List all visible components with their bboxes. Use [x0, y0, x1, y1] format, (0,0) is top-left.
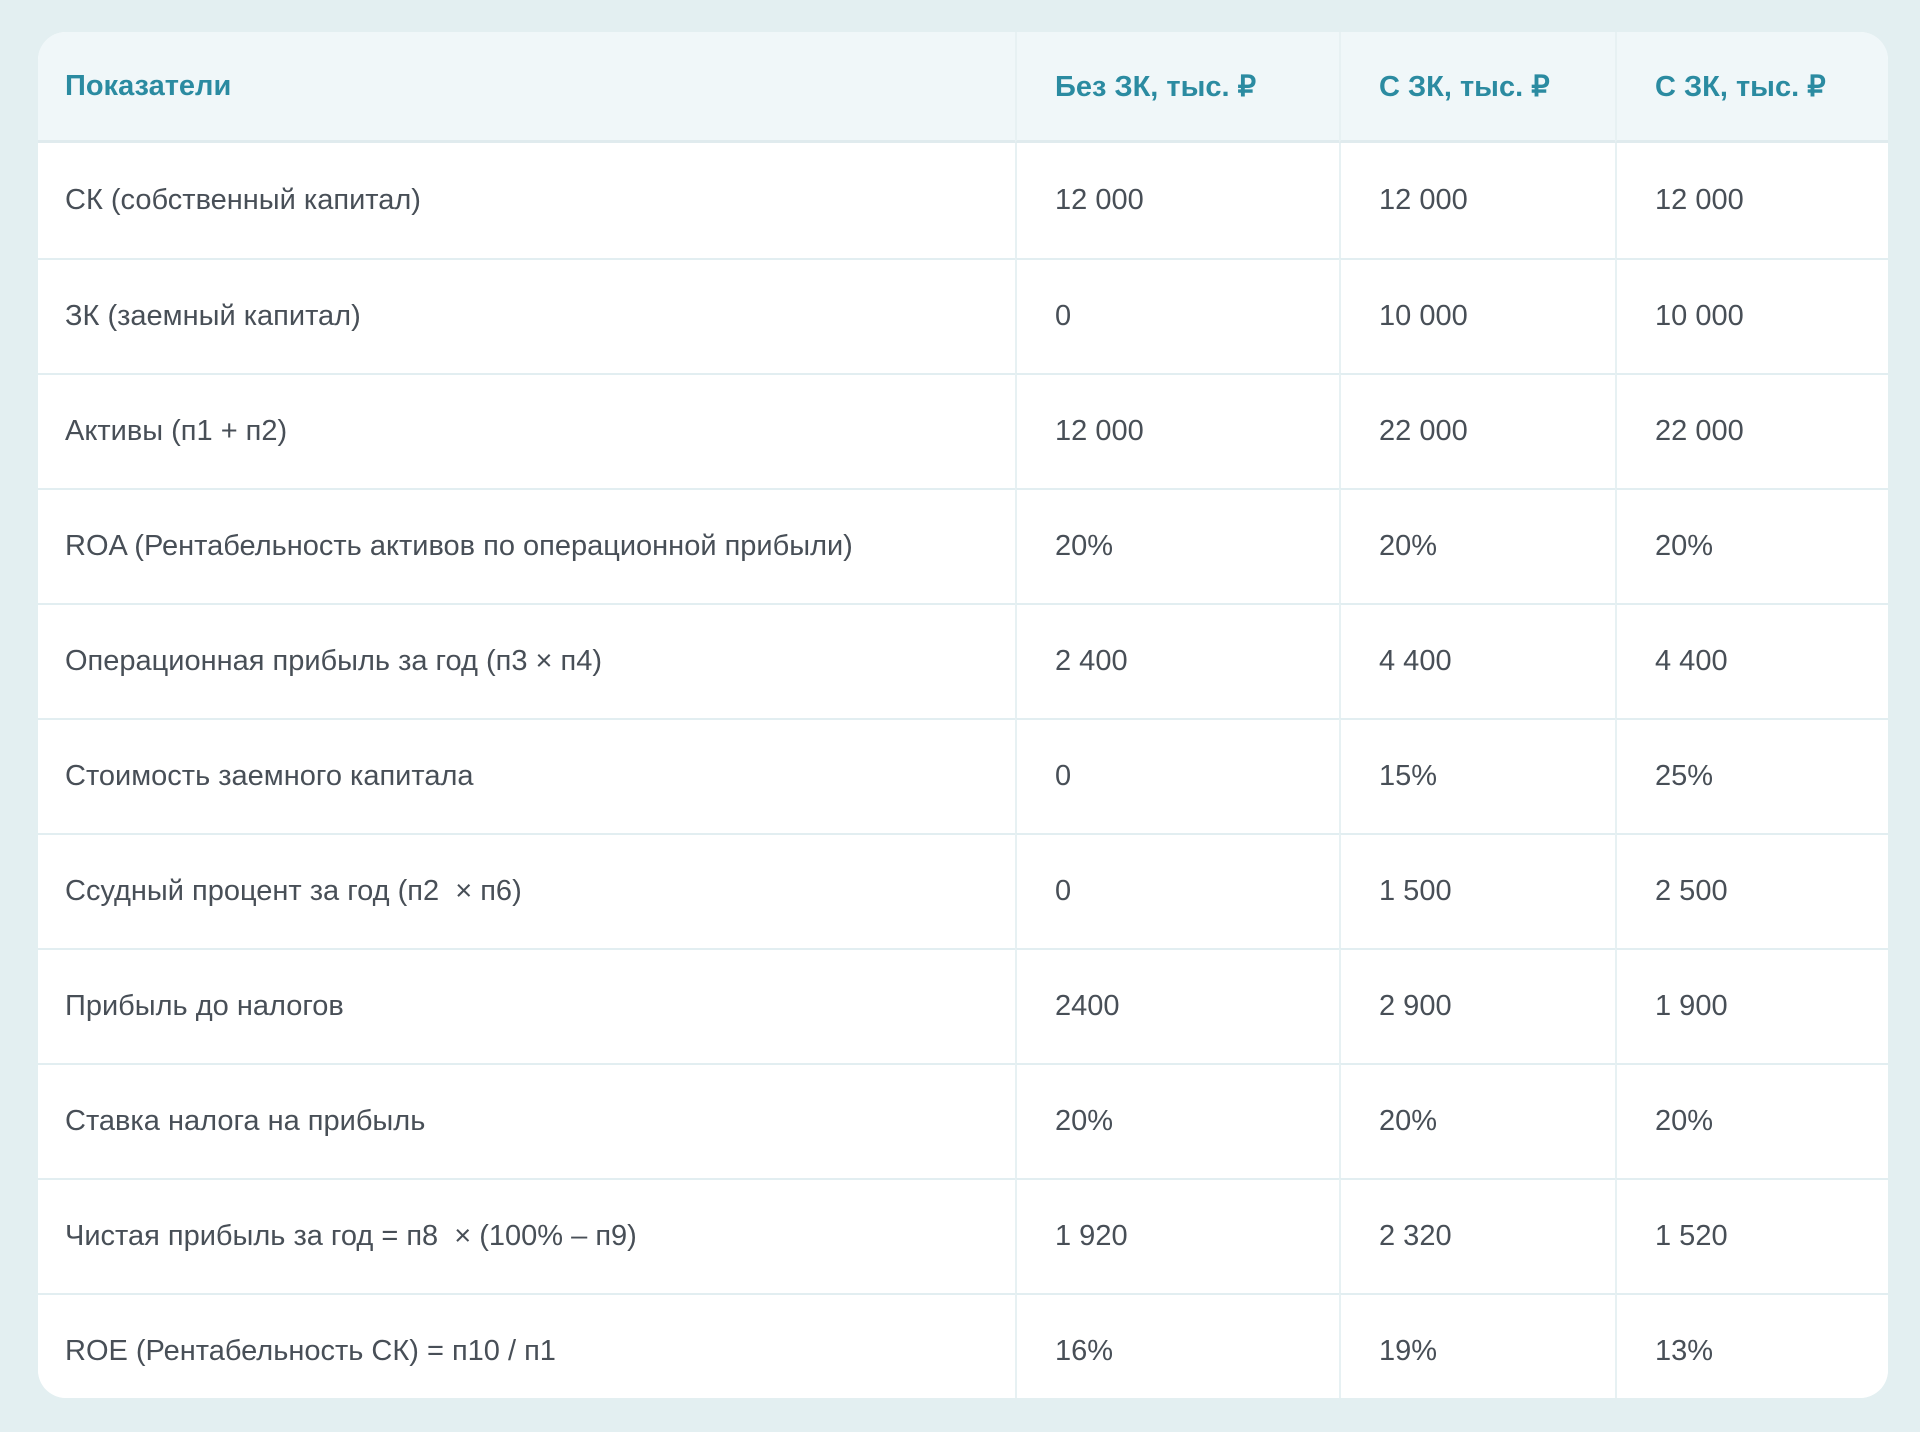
cell-value: 12 000 — [1339, 143, 1615, 258]
row-label: Прибыль до налогов — [38, 948, 1015, 1063]
cell-value: 0 — [1015, 833, 1339, 948]
column-header-indicators: Показатели — [38, 32, 1015, 143]
column-header-no-debt: Без ЗК, тыс. ₽ — [1015, 32, 1339, 143]
cell-value: 15% — [1339, 718, 1615, 833]
cell-value: 20% — [1015, 1063, 1339, 1178]
cell-value: 0 — [1015, 258, 1339, 373]
cell-value: 12 000 — [1015, 143, 1339, 258]
cell-value: 2 320 — [1339, 1178, 1615, 1293]
cell-value: 19% — [1339, 1293, 1615, 1398]
cell-value: 22 000 — [1615, 373, 1888, 488]
table-row — [38, 373, 1888, 488]
cell-value: 20% — [1015, 488, 1339, 603]
row-label: Ссудный процент за год (п2 × п6) — [38, 833, 1015, 948]
row-label: Ставка налога на прибыль — [38, 1063, 1015, 1178]
row-label: Операционная прибыль за год (п3 × п4) — [38, 603, 1015, 718]
table-header-row — [38, 32, 1888, 143]
cell-value: 20% — [1339, 488, 1615, 603]
capital-comparison-table — [38, 32, 1888, 1398]
cell-value: 16% — [1015, 1293, 1339, 1398]
cell-value: 12 000 — [1615, 143, 1888, 258]
cell-value: 2 900 — [1339, 948, 1615, 1063]
row-label: Стоимость заемного капитала — [38, 718, 1015, 833]
cell-value: 13% — [1615, 1293, 1888, 1398]
cell-value: 4 400 — [1339, 603, 1615, 718]
table-row — [38, 833, 1888, 948]
table-row — [38, 603, 1888, 718]
cell-value: 10 000 — [1339, 258, 1615, 373]
cell-value: 4 400 — [1615, 603, 1888, 718]
table-row — [38, 718, 1888, 833]
column-header-with-debt-1: С ЗК, тыс. ₽ — [1339, 32, 1615, 143]
cell-value: 10 000 — [1615, 258, 1888, 373]
cell-value: 2400 — [1015, 948, 1339, 1063]
cell-value: 1 520 — [1615, 1178, 1888, 1293]
cell-value: 0 — [1015, 718, 1339, 833]
cell-value: 25% — [1615, 718, 1888, 833]
column-header-with-debt-2: С ЗК, тыс. ₽ — [1615, 32, 1888, 143]
cell-value: 1 920 — [1015, 1178, 1339, 1293]
table-row — [38, 258, 1888, 373]
cell-value: 20% — [1615, 1063, 1888, 1178]
table-row — [38, 143, 1888, 258]
row-label: Чистая прибыль за год = п8 × (100% – п9) — [38, 1178, 1015, 1293]
table-row — [38, 1293, 1888, 1398]
cell-value: 1 900 — [1615, 948, 1888, 1063]
row-label: СК (собственный капитал) — [38, 143, 1015, 258]
row-label: Активы (п1 + п2) — [38, 373, 1015, 488]
row-label: ROE (Рентабельность СК) = п10 / п1 — [38, 1293, 1015, 1398]
cell-value: 1 500 — [1339, 833, 1615, 948]
cell-value: 22 000 — [1339, 373, 1615, 488]
row-label: ROA (Рентабельность активов по операционной прибыли) — [38, 488, 1015, 603]
cell-value: 20% — [1339, 1063, 1615, 1178]
cell-value: 2 500 — [1615, 833, 1888, 948]
table-row — [38, 488, 1888, 603]
table-row — [38, 948, 1888, 1063]
cell-value: 20% — [1615, 488, 1888, 603]
cell-value: 12 000 — [1015, 373, 1339, 488]
table-row — [38, 1063, 1888, 1178]
row-label: ЗК (заемный капитал) — [38, 258, 1015, 373]
table-row — [38, 1178, 1888, 1293]
cell-value: 2 400 — [1015, 603, 1339, 718]
capital-comparison-card — [38, 32, 1888, 1398]
